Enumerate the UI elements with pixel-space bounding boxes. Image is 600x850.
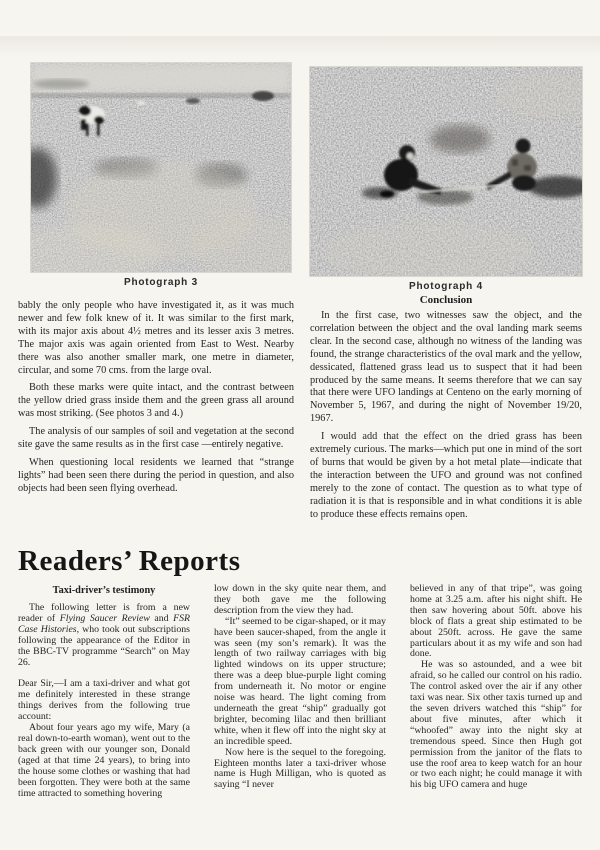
readers-column-1 — [18, 584, 190, 799]
paragraph: low down in the sky quite near them, and they both gave me the following description from the view they had. — [214, 583, 386, 616]
photograph-4 — [310, 67, 582, 292]
field-cow-photo-graphic — [31, 63, 291, 272]
publication-title: FSR Case Histories — [18, 612, 191, 635]
publication-title: Flying Saucer Review — [59, 612, 150, 624]
paragraph: I would add that the effect on the dried grass has been extremely curious. The marks—which put one in mind of the sort of burns that would be given by a hot metal plate—indicate that the interaction between the UFO and ground was not confined merely to the zone of contact. The question as to what type of radiation it is that is responsible and in what conditions it is able to produce these effects remains open. — [310, 431, 582, 520]
editor-note-text: and — [149, 612, 174, 624]
conclusion-heading: Conclusion — [419, 294, 473, 306]
readers-column-3 — [410, 584, 582, 799]
paragraph: bably the only people who have investigated it, as it was much newer and few folk knew of it. It was similar to the first mark, with its major axis about 4½ metres and its lesser axis 3 metres. The major axis was again oriented from East to West. Nearby there was also another smaller mark, one metre in diameter, circular, and some 70 cms. from the large oval. — [18, 300, 294, 376]
editor-note-text: The following letter is from a new reader of — [18, 602, 190, 624]
readers-column-2 — [214, 584, 386, 799]
paragraph: In the first case, two witnesses saw the object, and the correlation between the object and the oval landing mark seems clear. In the second case, although no witness of the landing was found, the strange characteristics of the oval mark and the yellow, dessicated, flattened grass lead us to suspect that it had been produced by the same means. It seems therefore that we can say that there were UFO landings at Centeno on the early morning of November 5, 1967, and during the night of November 19/20, 1967. — [310, 310, 582, 425]
letter-subheading: Taxi-driver’s testimony — [52, 585, 156, 596]
photograph-3 — [31, 63, 291, 288]
investigators-measuring-photo-graphic — [310, 67, 582, 276]
left-column — [18, 293, 294, 527]
photograph-3-image — [31, 63, 291, 272]
readers-reports-columns — [18, 584, 582, 799]
paragraph: believed in any of that tripe”, was going home at 3.25 a.m. after his night shift. He then saw hovering about 50ft. above his block of flats a great ship estimated to be about 250ft. across. He gave the same particulars about it as my wife and son had done. — [410, 583, 582, 660]
paragraph: About four years ago my wife, Mary (a real down-to-earth woman), went out to the back green with our younger son, Donald (aged at that time 24 years), to bring into the house some clothes or washing that had been forgotten. They were both at the same time attracted to something hovering — [18, 722, 190, 799]
two-column-body — [18, 293, 582, 527]
paragraph: The analysis of our samples of soil and vegetation at the second site gave the same results as in the first case —entirely negative. — [18, 426, 294, 451]
paragraph: He was so astounded, and a wee bit afraid, so he called our control on his radio. The control asked over the air if any other taxi was near. Six other taxis turned up and the seven drivers watched this “ship” for about five minutes, after which it “whoofed” away into the night sky at tremendous speed. Since then Hugh got permission from the janitor of the flats to use the roof area to keep watch for an hour or two each night; he could manage it with his big UFO camera and huge — [410, 659, 582, 791]
right-column — [310, 293, 582, 527]
section-title: Readers’ Reports — [18, 545, 241, 577]
paragraph: When questioning local residents we learned that “strange lights” had been seen there during the period in question, and also objects had been seen flying overhead. — [18, 456, 294, 494]
editor-note — [18, 603, 190, 668]
scan-shadow — [0, 36, 600, 56]
photograph-3-caption: Photograph 3 — [123, 277, 199, 288]
paragraph: Dear Sir,—I am a taxi-driver and what got me definitely interested in these strange things derives from the following true account: — [18, 678, 190, 723]
paragraph: “It” seemed to be cigar-shaped, or it may have been saucer-shaped, from the angle it was seen (my son’s remark). It was the length of two railway carriages with big lighted windows on its upper structure; there was a deep blue-purple light coming from underneath it. No motor or engine noise was heard. The light coming from underneath the great “ship” gradually got brighter, becoming lilac and then brilliant white, when it flew off into the night sky at an incredible speed. — [214, 615, 386, 747]
photograph-4-image — [310, 67, 582, 276]
paragraph: Now here is the sequel to the foregoing. Eighteen months later a taxi-driver whose name is Hugh Milligan, who is quoted as saying “I never — [214, 746, 386, 791]
editor-note-text: , who took out subscriptions following the appearance of the Editor in the BBC-TV programme “Search” on May 26. — [18, 623, 190, 668]
paragraph: Both these marks were quite intact, and the contrast between the yellow dried grass inside them and the green grass all around was most striking. (See photos 3 and 4.) — [18, 382, 294, 420]
photograph-4-caption: Photograph 4 — [408, 281, 484, 292]
